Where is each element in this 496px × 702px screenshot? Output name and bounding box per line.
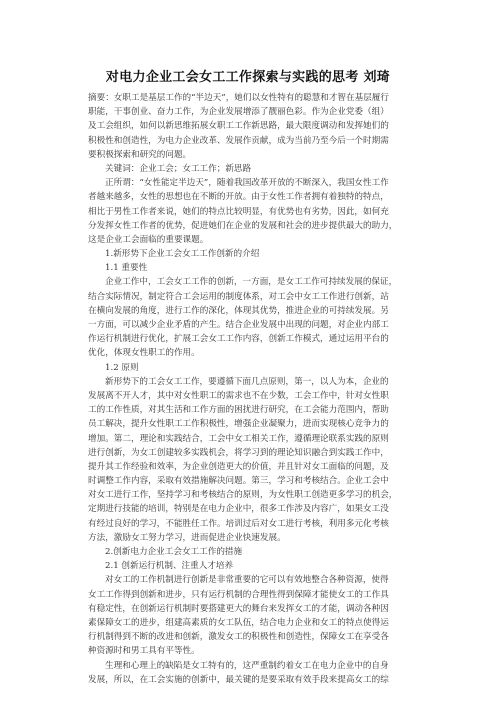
text-line: 优化，体现女性职工的作用。 — [88, 348, 200, 359]
text-line: 员工解决，提升女性职工工作积极性，增强企业凝聚力，进而实现核心竞争力的 — [88, 419, 389, 430]
text-line: 摘要：女职工是基层工作的“半边天”，她们以女性特有的聪慧和才智在基层履行 — [88, 93, 389, 103]
text-line: 对女工进行工作，坚持学习和考核结合的原则，为女性职工创造更多学习的机会， — [88, 490, 398, 501]
text-line: 有稳定性，在创新运行机制时要搭建更大的舞台来发挥女工的才能，调动各种因 — [88, 603, 389, 614]
text-line: 2.创新电力企业工会女工工作的措施 — [105, 547, 243, 557]
text-line: 种资源时和男工具有平等性。 — [88, 646, 200, 657]
text-line: 及工会组织，如何以新思维拓展女职工工作新思路，最大限度调动和发挥她们的 — [88, 121, 389, 132]
text-line: 分发挥女性工作者的优势，促进她们在企业的发展和社会的进步提供最大的助力， — [88, 220, 398, 231]
text-line: 有经过良好的学习，不能胜任工作。培训过后对女工进行考核，利用多元化考核 — [88, 518, 389, 529]
text-line: 关键词：企业工会；女工工作；新思路 — [105, 163, 252, 174]
text-line: 要积极探索和研究的问题。 — [88, 149, 192, 160]
document-body — [88, 91, 410, 687]
text-line: 者越来越多，女性的思想也在不断的开放。由于女性工作者拥有着独特的特点， — [88, 192, 389, 203]
text-line: 积极性和创造性，为电力企业改革、发展作贡献，成为当前乃至今后一个时期需 — [88, 135, 389, 146]
text-line: 职能，干事创业、奋力工作，为企业发展增添了靓丽色彩。作为企业党委（组） — [88, 107, 389, 118]
text-line: 1.2 原则 — [105, 362, 139, 373]
text-line: 提升其工作经验和效率，为企业创造更大的价值，并且针对女工面临的问题，及 — [88, 461, 389, 472]
text-line: 相比于男性工作者来说，她们的特点比较明显，有优势也有劣势，因此，如何充 — [88, 206, 389, 217]
text-line: 一方面，可以减少企业矛盾的产生。结合企业发展中出现的问题，对企业内部工 — [88, 320, 389, 330]
text-line: 时调整工作内容，采取有效措施解决问题。第三，学习和考核结合。企业工会中 — [88, 476, 389, 487]
text-line: 在横向发展的角度，进行工作的深化，体现其优势，推进企业的可持续发展。另 — [88, 305, 389, 316]
text-line: 发展离不开人才，其中对女性职工的需求也不在少数，工会工作中，针对女性职 — [88, 390, 389, 401]
text-line: 行机制得到不断的改进和创新，激发女工的积极性和创造性，保障女工在享受各 — [88, 632, 389, 643]
text-line: 新形势下的工会女工工作，要遵循下面几点原则，第一，以人为本，企业的 — [105, 376, 389, 387]
text-line: 对女工的工作机制进行创新是非常重要的它可以有效地整合各种资源，使得 — [105, 575, 389, 586]
text-line: 1.1 重要性 — [105, 263, 148, 274]
text-line: 进行创新，为女工创建较多实践机会，将学习到的理论知识融合到实践工作中， — [88, 447, 389, 458]
text-line: 正所谓：“女性能定半边天”，随着我国改革开放的不断深入，我国女性工作 — [105, 178, 389, 189]
text-line: 1.新形势下企业工会女工工作创新的介绍 — [105, 249, 260, 260]
text-line: 增加。第二，理论和实践结合，工会中女工相关工作，遵循理论联系实践的原则 — [88, 433, 389, 444]
text-line: 定期进行技能的培训，特别是在电力企业中，很多工作涉及内容广，如果女工没 — [88, 504, 389, 515]
text-line: 企业工作中，工会女工工作的创新，一方面，是女工工作可持续发展的保证， — [105, 277, 398, 288]
text-line: 发展，所以，在工会实施的创新中，最关键的是要采取有效手段来提高女工的综 — [88, 674, 389, 685]
document-title: 对电力企业工会女工工作探索与实践的思考 刘琦 — [105, 70, 391, 85]
text-line: 作运行机制进行优化，扩展工会女工工作内容，创新工作模式，通过运用平台的 — [88, 334, 389, 345]
text-line: 素保障女工的进步，组建高素质的女工队伍，结合电力企业和女工的特点使得运 — [88, 617, 389, 628]
text-line: 女工工作得到创新和进步，只有运行机制的合理性得到保障才能使女工的工作具 — [88, 589, 389, 600]
text-line: 结合实际情况，制定符合工会运用的制度体系，对工会中女工工作进行创新，站 — [88, 291, 389, 302]
text-line: 方法，激励女工努力学习，进而促进企业快速发展。 — [88, 532, 286, 543]
text-line: 2.1 创新运行机制、注重人才培养 — [105, 561, 234, 572]
text-line: 这是企业工会面临的重要课题。 — [88, 234, 209, 245]
text-line: 工的工作性质，对其生活和工作方面的困扰进行研究，在工会能力范围内，帮助 — [88, 405, 389, 416]
text-line: 生理和心理上的缺陷是女工特有的，这严重制约着女工在电力企业中的自身 — [105, 660, 389, 671]
